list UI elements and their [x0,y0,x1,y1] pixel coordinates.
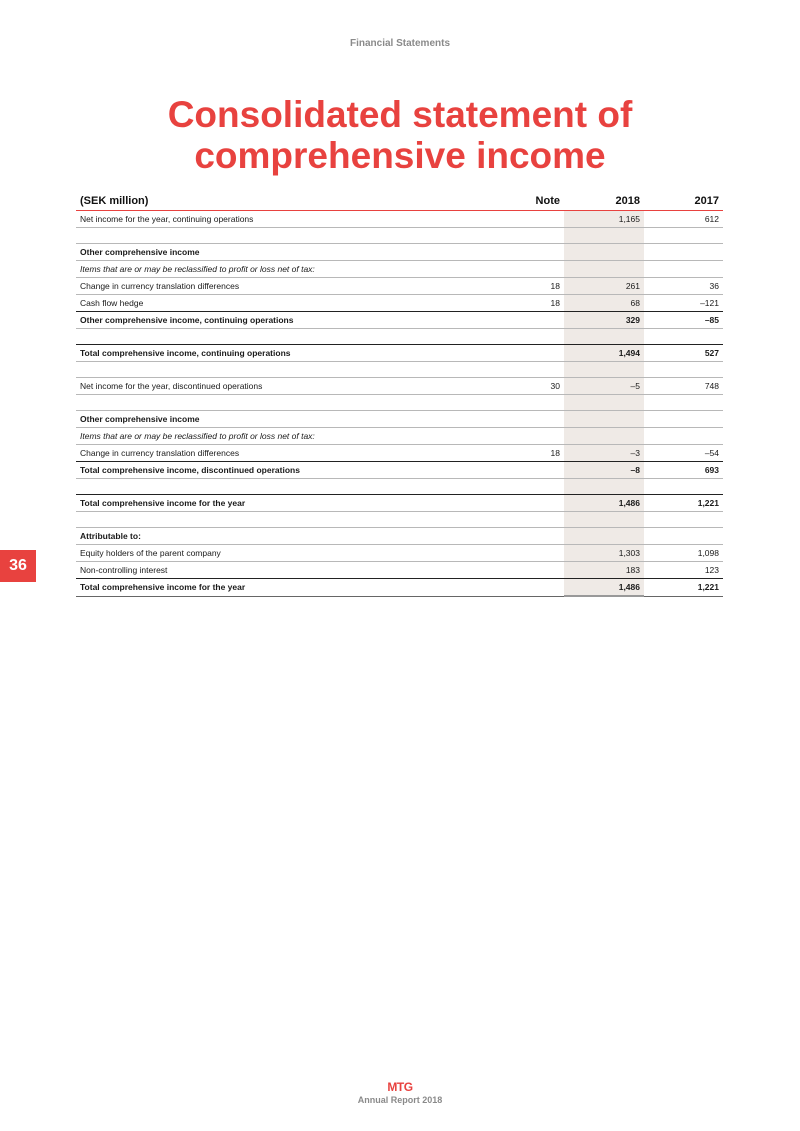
row-note: 18 [516,445,564,462]
row-label: Other comprehensive income [76,411,516,428]
row-value-2017: 748 [644,378,723,395]
row-label: Net income for the year, discontinued operations [76,378,516,395]
column-header-note: Note [516,192,564,211]
spacer-row [76,362,723,378]
row-label: Total comprehensive income, continuing operations [76,345,516,362]
row-note [516,562,564,579]
row-value-2017: 123 [644,562,723,579]
table-row [76,411,723,428]
row-value-2017: 1,221 [644,579,723,597]
table-row [76,545,723,562]
row-note [516,528,564,545]
row-value-2017 [644,411,723,428]
mtg-logo: MTG [387,1080,413,1094]
row-label: Total comprehensive income, discontinued operations [76,462,516,479]
table-row [76,278,723,295]
row-label: Attributable to: [76,528,516,545]
row-value-2017: –54 [644,445,723,462]
row-value-2018: 1,303 [564,545,644,562]
total-row [76,579,723,597]
row-value-2017: 612 [644,211,723,228]
page-number-tab: 36 [0,550,36,582]
row-value-2017: –121 [644,295,723,312]
row-value-2017: 527 [644,345,723,362]
spacer-row [76,228,723,244]
row-note [516,579,564,597]
row-value-2018 [564,428,644,445]
row-value-2018 [564,261,644,278]
row-note [516,312,564,329]
footer-label: Annual Report 2018 [357,1095,443,1105]
column-header-2017: 2017 [644,192,723,211]
column-header-label: (SEK million) [76,192,516,211]
total-row [76,345,723,362]
row-value-2018: 1,165 [564,211,644,228]
table-row [76,295,723,312]
row-note [516,244,564,261]
row-label: Items that are or may be reclassified to profit or loss net of tax: [76,261,516,278]
row-value-2018: 1,494 [564,345,644,362]
row-label: Equity holders of the parent company [76,545,516,562]
row-note [516,495,564,512]
row-value-2018: –3 [564,445,644,462]
row-note: 18 [516,295,564,312]
spacer-row [76,512,723,528]
row-label: Change in currency translation differences [76,445,516,462]
row-value-2017 [644,528,723,545]
table-row [76,445,723,462]
row-value-2018: –8 [564,462,644,479]
row-value-2017: 693 [644,462,723,479]
row-label: Total comprehensive income for the year [76,579,516,597]
section-label: Financial Statements [349,38,451,49]
subtotal-row [76,462,723,479]
row-value-2017 [644,261,723,278]
row-value-2018: 68 [564,295,644,312]
row-value-2017: 1,098 [644,545,723,562]
subtotal-row [76,312,723,329]
row-value-2018: 261 [564,278,644,295]
row-note [516,462,564,479]
row-label: Cash flow hedge [76,295,516,312]
row-value-2018: 329 [564,312,644,329]
row-value-2017 [644,244,723,261]
table-row [76,211,723,228]
column-header-2018: 2018 [564,192,644,211]
spacer-row [76,395,723,411]
row-note: 30 [516,378,564,395]
table-header-row [76,192,723,211]
row-label: Change in currency translation differences [76,278,516,295]
row-value-2018: 183 [564,562,644,579]
row-value-2018 [564,528,644,545]
income-statement-table [76,192,723,597]
row-label: Total comprehensive income for the year [76,495,516,512]
table-row [76,261,723,278]
row-note: 18 [516,278,564,295]
row-value-2018: 1,486 [564,579,644,597]
row-value-2017: –85 [644,312,723,329]
table-row [76,428,723,445]
spacer-row [76,329,723,345]
row-value-2018 [564,411,644,428]
row-label: Non-controlling interest [76,562,516,579]
row-label: Other comprehensive income, continuing operations [76,312,516,329]
row-note [516,545,564,562]
row-note [516,428,564,445]
spacer-row [76,479,723,495]
table-row [76,244,723,261]
row-value-2017: 1,221 [644,495,723,512]
row-value-2018 [564,244,644,261]
table-row [76,562,723,579]
row-label: Items that are or may be reclassified to profit or loss net of tax: [76,428,516,445]
row-value-2018: 1,486 [564,495,644,512]
total-row [76,495,723,512]
page-footer [0,1080,800,1105]
row-value-2017: 36 [644,278,723,295]
row-value-2018: –5 [564,378,644,395]
table-row [76,378,723,395]
row-note [516,211,564,228]
row-note [516,345,564,362]
table-row [76,528,723,545]
row-note [516,261,564,278]
page-title: Consolidated statement of comprehensive income [167,94,633,176]
row-label: Other comprehensive income [76,244,516,261]
row-value-2017 [644,428,723,445]
row-note [516,411,564,428]
row-label: Net income for the year, continuing operations [76,211,516,228]
